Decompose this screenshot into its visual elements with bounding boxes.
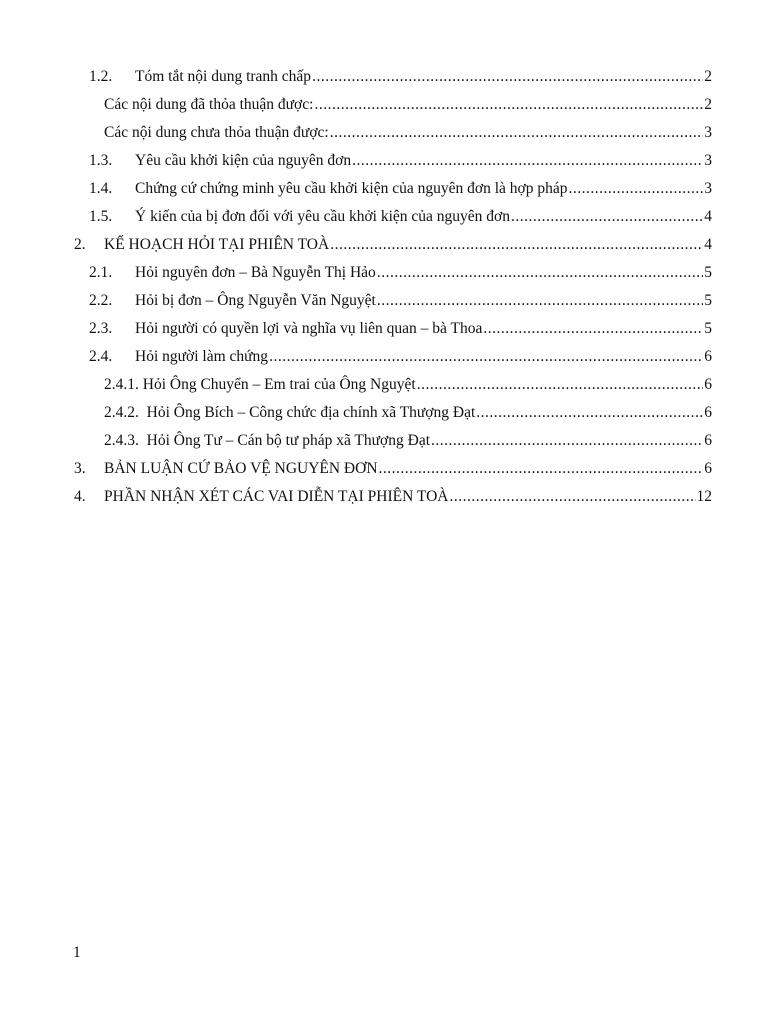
toc-entry-number: 1.2.	[89, 68, 113, 85]
toc-entry-page: 2	[704, 68, 712, 85]
toc-entry-page: 3	[704, 152, 712, 169]
toc-entry-title: 2.4.1. Hỏi Ông Chuyển – Em trai của Ông Nguyệt	[104, 376, 416, 393]
toc-dot-leader	[330, 120, 704, 146]
toc-entry-number: 3.	[74, 460, 86, 477]
toc-entry-number: 1.4.	[89, 180, 113, 197]
toc-entry-page: 5	[704, 264, 712, 281]
toc-entry-page: 2	[704, 96, 712, 113]
toc-dot-leader	[379, 456, 704, 482]
toc-entry-1-4[interactable]	[89, 176, 712, 202]
toc-dot-leader	[352, 148, 703, 174]
toc-entry-2-3[interactable]	[89, 316, 712, 342]
toc-entry-number: 2.2.	[89, 292, 113, 309]
toc-dot-leader	[314, 92, 703, 118]
toc-entry-2-4-2[interactable]	[104, 400, 712, 426]
toc-entry-title: Hỏi bị đơn – Ông Nguyễn Văn Nguyệt	[135, 292, 376, 309]
toc-dot-leader	[476, 400, 703, 426]
toc-dot-leader	[431, 428, 703, 454]
toc-entry-number: 4.	[74, 488, 86, 505]
toc-entry-title: KẾ HOẠCH HỎI TẠI PHIÊN TOÀ	[104, 236, 330, 253]
toc-entry-number: 2.1.	[89, 264, 113, 281]
toc-entry-page: 6	[704, 404, 712, 421]
toc-dot-leader	[330, 232, 703, 258]
toc-entry-2-1[interactable]	[89, 260, 712, 286]
toc-entry-2-4-1[interactable]	[104, 372, 712, 398]
toc-entry-title: Yêu cầu khởi kiện của nguyên đơn	[135, 152, 352, 169]
toc-entry-title: 2.4.2. Hỏi Ông Bích – Công chức địa chính xã Thượng Đạt	[104, 404, 476, 421]
toc-entry-page: 3	[704, 180, 712, 197]
toc-entry-page: 12	[696, 488, 712, 505]
toc-entry-4[interactable]	[74, 484, 712, 510]
toc-entry-page: 6	[704, 376, 712, 393]
toc-entry-title: 2.4.3. Hỏi Ông Tư – Cán bộ tư pháp xã Thượng Đạt	[104, 432, 431, 449]
toc-entry-page: 3	[704, 124, 712, 141]
toc-entry-number: 2.4.	[89, 348, 113, 365]
toc-entry-title: Các nội dung chưa thỏa thuận được:	[104, 124, 329, 141]
toc-entry-1-2[interactable]	[89, 64, 712, 90]
toc-entry-title: PHẦN NHẬN XÉT CÁC VAI DIỄN TẠI PHIÊN TOÀ	[104, 488, 449, 505]
toc-entry-agreed[interactable]	[104, 92, 712, 118]
toc-entry-page: 6	[704, 460, 712, 477]
toc-entry-number: 1.5.	[89, 208, 113, 225]
toc-entry-number: 1.3.	[89, 152, 113, 169]
toc-dot-leader	[377, 260, 703, 286]
toc-entry-2-4-3[interactable]	[104, 428, 712, 454]
toc-entry-number: 2.3.	[89, 320, 113, 337]
toc-entry-page: 5	[704, 292, 712, 309]
toc-entry-3[interactable]	[74, 456, 712, 482]
toc-entry-title: Chứng cứ chứng minh yêu cầu khởi kiện của nguyên đơn là hợp pháp	[135, 180, 568, 197]
toc-entry-title: Các nội dung đã thỏa thuận được:	[104, 96, 314, 113]
toc-dot-leader	[269, 344, 703, 370]
toc-entry-page: 4	[704, 208, 712, 225]
toc-entry-2[interactable]	[74, 232, 712, 258]
toc-entry-1-5[interactable]	[89, 204, 712, 230]
toc-entry-page: 6	[704, 348, 712, 365]
toc-entry-title: Hỏi người có quyền lợi và nghĩa vụ liên quan – bà Thoa	[135, 320, 483, 337]
toc-entry-2-4[interactable]	[89, 344, 712, 370]
toc-entry-title: Tóm tắt nội dung tranh chấp	[135, 68, 312, 85]
toc-entry-title: Hỏi nguyên đơn – Bà Nguyễn Thị Hảo	[135, 264, 376, 281]
toc-dot-leader	[568, 176, 703, 202]
toc-dot-leader	[483, 316, 703, 342]
toc-entry-page: 4	[704, 236, 712, 253]
toc-dot-leader	[417, 372, 704, 398]
toc-entry-title: Hỏi người làm chứng	[135, 348, 269, 365]
toc-entry-not-agreed[interactable]	[104, 120, 712, 146]
toc-entry-page: 5	[704, 320, 712, 337]
toc-entry-title: BẢN LUẬN CỨ BẢO VỆ NGUYÊN ĐƠN	[104, 460, 378, 477]
toc-dot-leader	[312, 64, 703, 90]
toc-entry-title: Ý kiến của bị đơn đối với yêu cầu khởi kiện của nguyên đơn	[135, 208, 510, 225]
toc-entry-2-2[interactable]	[89, 288, 712, 314]
page-number: 1	[73, 944, 81, 961]
toc-dot-leader	[377, 288, 703, 314]
toc-entry-number: 2.	[74, 236, 86, 253]
toc-dot-leader	[449, 484, 695, 510]
toc-dot-leader	[511, 204, 703, 230]
toc-entry-1-3[interactable]	[89, 148, 712, 174]
toc-entry-page: 6	[704, 432, 712, 449]
